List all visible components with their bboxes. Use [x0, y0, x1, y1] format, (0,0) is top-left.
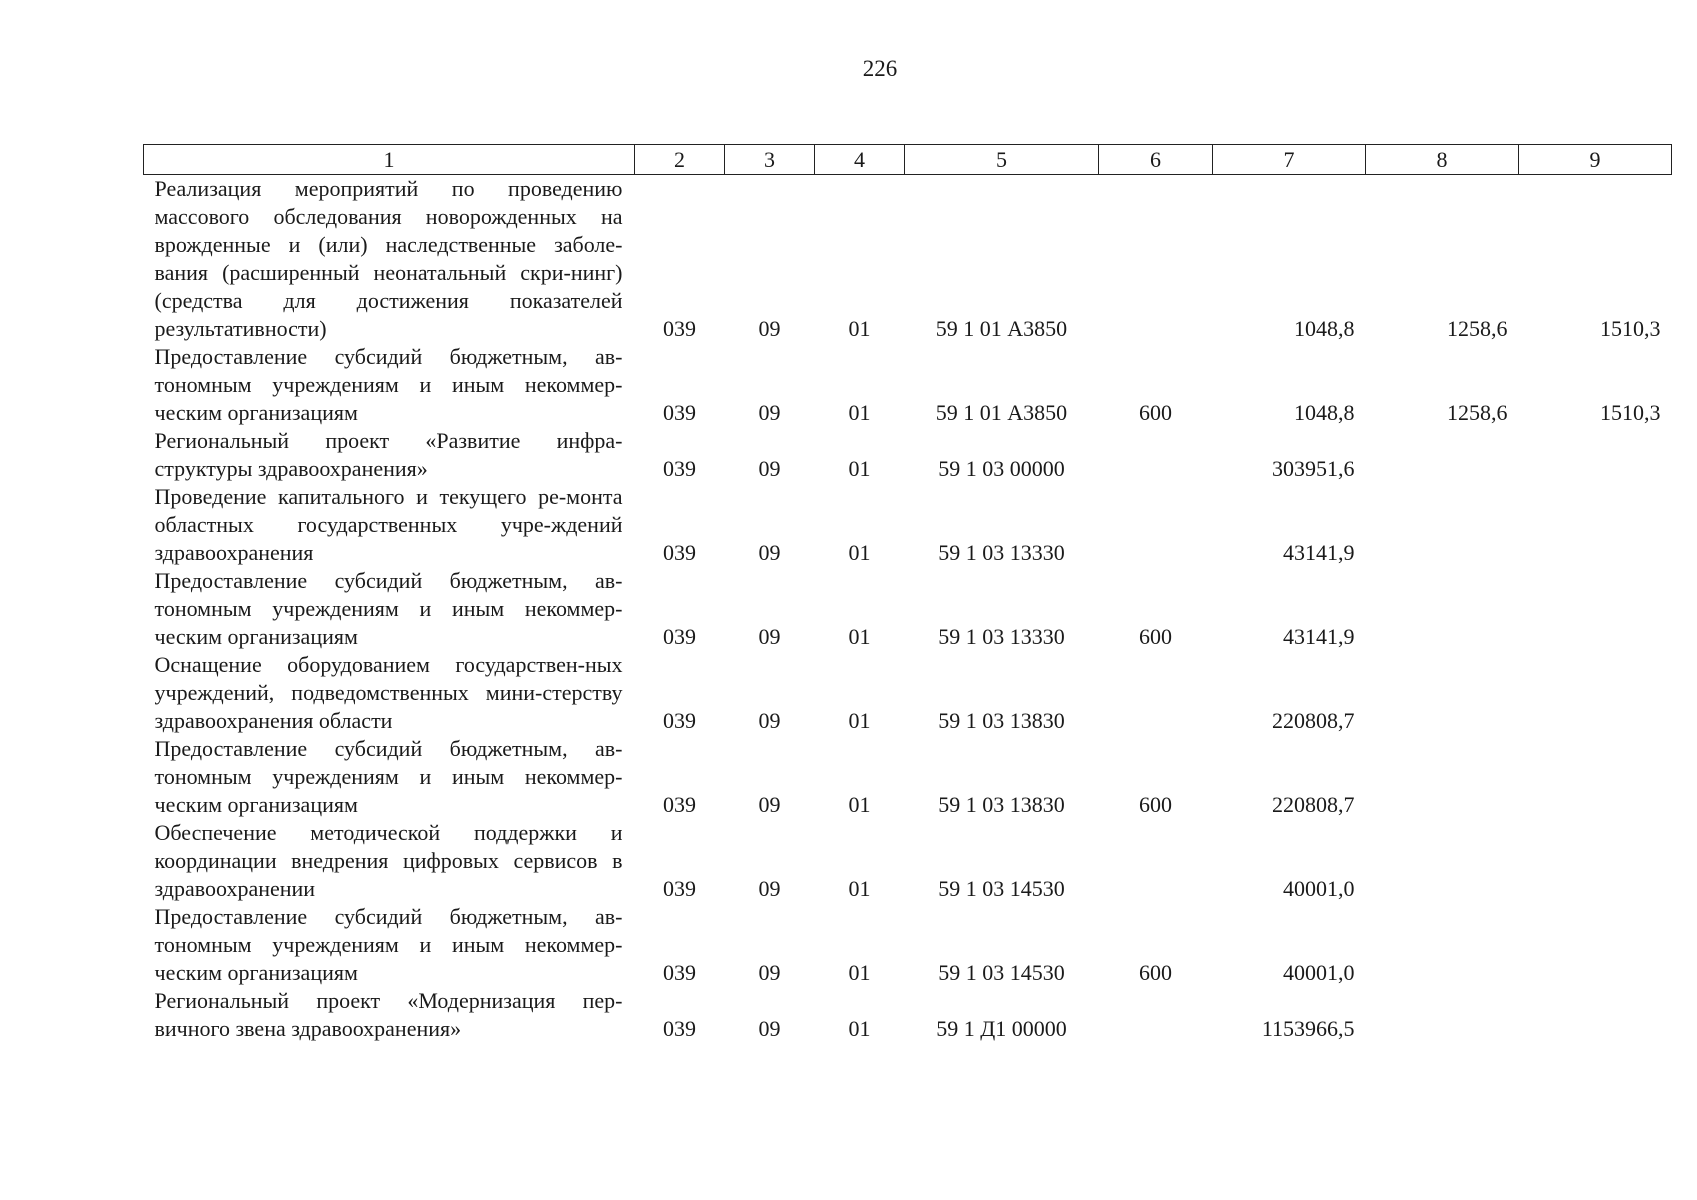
table-row	[144, 427, 1672, 483]
section-code-cell: 039	[663, 1016, 696, 1041]
section-code-cell: 039	[663, 624, 696, 649]
chapter-code-cell: 09	[758, 708, 781, 733]
amount-year-2-cell	[1366, 987, 1519, 1043]
subsection-code-cell: 01	[848, 1016, 871, 1041]
amount-year-3-cell	[1519, 483, 1672, 567]
row-name-cell: Предоставление субсидий бюджетным, ав-тономным учреждениям и иным некоммер-ческим организациям	[154, 344, 623, 425]
subsection-code-cell: 01	[848, 876, 871, 901]
subsection-code-cell: 01	[848, 708, 871, 733]
amount-year-3-cell	[1519, 651, 1672, 735]
expense-type-code-cell: 600	[1139, 624, 1172, 649]
amount-year-2-cell: 1258,6	[1447, 400, 1508, 425]
row-name-cell: Оснащение оборудованием государствен-ных учреждений, подведомственных мини-стерству здравоохранения области	[154, 652, 623, 733]
amount-year-1-cell: 1153966,5	[1261, 1016, 1355, 1041]
amount-year-1-cell: 220808,7	[1272, 792, 1355, 817]
row-name-cell: Региональный проект «Модернизация пер-вичного звена здравоохранения»	[154, 988, 623, 1041]
amount-year-1-cell: 1048,8	[1294, 400, 1355, 425]
amount-year-3-cell	[1519, 735, 1672, 819]
expense-type-code-cell	[1099, 175, 1213, 344]
amount-year-2-cell	[1366, 483, 1519, 567]
subsection-code-cell: 01	[848, 792, 871, 817]
chapter-code-cell: 09	[758, 540, 781, 565]
target-article-code-cell: 59 1 03 00000	[938, 456, 1065, 481]
section-code-cell: 039	[663, 708, 696, 733]
expense-type-code-cell: 600	[1139, 400, 1172, 425]
header-col-4: 4	[815, 145, 905, 175]
header-col-6: 6	[1099, 145, 1213, 175]
header-col-3: 3	[725, 145, 815, 175]
amount-year-1-cell: 40001,0	[1283, 876, 1355, 901]
section-code-cell: 039	[663, 316, 696, 341]
table-row	[144, 819, 1672, 903]
table-row	[144, 567, 1672, 651]
subsection-code-cell: 01	[848, 960, 871, 985]
target-article-code-cell: 59 1 03 13330	[938, 624, 1065, 649]
amount-year-3-cell	[1519, 427, 1672, 483]
chapter-code-cell: 09	[758, 400, 781, 425]
section-code-cell: 039	[663, 876, 696, 901]
chapter-code-cell: 09	[758, 876, 781, 901]
target-article-code-cell: 59 1 01 А3850	[935, 400, 1068, 425]
table-row	[144, 987, 1672, 1043]
target-article-code-cell: 59 1 03 14530	[938, 960, 1065, 985]
chapter-code-cell: 09	[758, 316, 781, 341]
amount-year-1-cell: 43141,9	[1283, 624, 1355, 649]
subsection-code-cell: 01	[848, 624, 871, 649]
table-body	[144, 175, 1672, 1044]
subsection-code-cell: 01	[848, 540, 871, 565]
subsection-code-cell: 01	[848, 456, 871, 481]
section-code-cell: 039	[663, 792, 696, 817]
row-name-cell: Реализация мероприятий по проведению массового обследования новорожденных на врожденные и (или) наследственные заболе-вания (расширенный неонатальный скри-нинг) (средства для достижения показателей результативности)	[154, 176, 623, 341]
header-col-2: 2	[635, 145, 725, 175]
amount-year-1-cell: 43141,9	[1283, 540, 1355, 565]
target-article-code-cell: 59 1 03 14530	[938, 876, 1065, 901]
header-col-8: 8	[1366, 145, 1519, 175]
amount-year-2-cell	[1366, 735, 1519, 819]
section-code-cell: 039	[663, 400, 696, 425]
expense-type-code-cell	[1099, 819, 1213, 903]
subsection-code-cell: 01	[848, 316, 871, 341]
expense-type-code-cell	[1099, 427, 1213, 483]
table-row	[144, 343, 1672, 427]
amount-year-3-cell	[1519, 819, 1672, 903]
subsection-code-cell: 01	[848, 400, 871, 425]
header-row	[144, 145, 1672, 175]
amount-year-2-cell	[1366, 567, 1519, 651]
target-article-code-cell: 59 1 Д1 00000	[936, 1016, 1067, 1041]
amount-year-3-cell: 1510,3	[1600, 400, 1661, 425]
table-row	[144, 735, 1672, 819]
header-col-1: 1	[144, 145, 635, 175]
chapter-code-cell: 09	[758, 456, 781, 481]
amount-year-3-cell: 1510,3	[1600, 316, 1661, 341]
amount-year-3-cell	[1519, 567, 1672, 651]
target-article-code-cell: 59 1 03 13830	[938, 708, 1065, 733]
header-col-9: 9	[1519, 145, 1672, 175]
amount-year-3-cell	[1519, 987, 1672, 1043]
amount-year-2-cell	[1366, 819, 1519, 903]
amount-year-1-cell: 220808,7	[1272, 708, 1355, 733]
table-row	[144, 651, 1672, 735]
row-name-cell: Предоставление субсидий бюджетным, ав-тономным учреждениям и иным некоммер-ческим организациям	[154, 904, 623, 985]
expense-type-code-cell: 600	[1139, 960, 1172, 985]
page-number: 226	[862, 56, 898, 81]
amount-year-2-cell	[1366, 903, 1519, 987]
header-col-7: 7	[1213, 145, 1366, 175]
chapter-code-cell: 09	[758, 624, 781, 649]
target-article-code-cell: 59 1 03 13830	[938, 792, 1065, 817]
chapter-code-cell: 09	[758, 1016, 781, 1041]
section-code-cell: 039	[663, 960, 696, 985]
amount-year-1-cell: 40001,0	[1283, 960, 1355, 985]
row-name-cell: Региональный проект «Развитие инфра-структуры здравоохранения»	[154, 428, 623, 481]
section-code-cell: 039	[663, 540, 696, 565]
amount-year-2-cell	[1366, 427, 1519, 483]
target-article-code-cell: 59 1 01 А3850	[935, 316, 1068, 341]
row-name-cell: Предоставление субсидий бюджетным, ав-тономным учреждениям и иным некоммер-ческим организациям	[154, 736, 623, 817]
row-name-cell: Обеспечение методической поддержки и координации внедрения цифровых сервисов в здравоохранении	[154, 820, 623, 901]
header-col-5: 5	[905, 145, 1099, 175]
amount-year-3-cell	[1519, 903, 1672, 987]
expense-type-code-cell	[1099, 483, 1213, 567]
row-name-cell: Проведение капитального и текущего ре-монта областных государственных учре-ждений здравоохранения	[154, 484, 623, 565]
amount-year-1-cell: 1048,8	[1294, 316, 1355, 341]
chapter-code-cell: 09	[758, 960, 781, 985]
row-name-cell: Предоставление субсидий бюджетным, ав-тономным учреждениям и иным некоммер-ческим организациям	[154, 568, 623, 649]
expense-type-code-cell: 600	[1139, 792, 1172, 817]
table-header	[144, 145, 1672, 175]
amount-year-1-cell: 303951,6	[1272, 456, 1355, 481]
chapter-code-cell: 09	[758, 792, 781, 817]
budget-table	[143, 144, 1672, 1043]
section-code-cell: 039	[663, 456, 696, 481]
expense-type-code-cell	[1099, 651, 1213, 735]
amount-year-2-cell	[1366, 651, 1519, 735]
table-row	[144, 175, 1672, 344]
table-row	[144, 483, 1672, 567]
expense-type-code-cell	[1099, 987, 1213, 1043]
amount-year-2-cell: 1258,6	[1447, 316, 1508, 341]
table-row	[144, 903, 1672, 987]
target-article-code-cell: 59 1 03 13330	[938, 540, 1065, 565]
